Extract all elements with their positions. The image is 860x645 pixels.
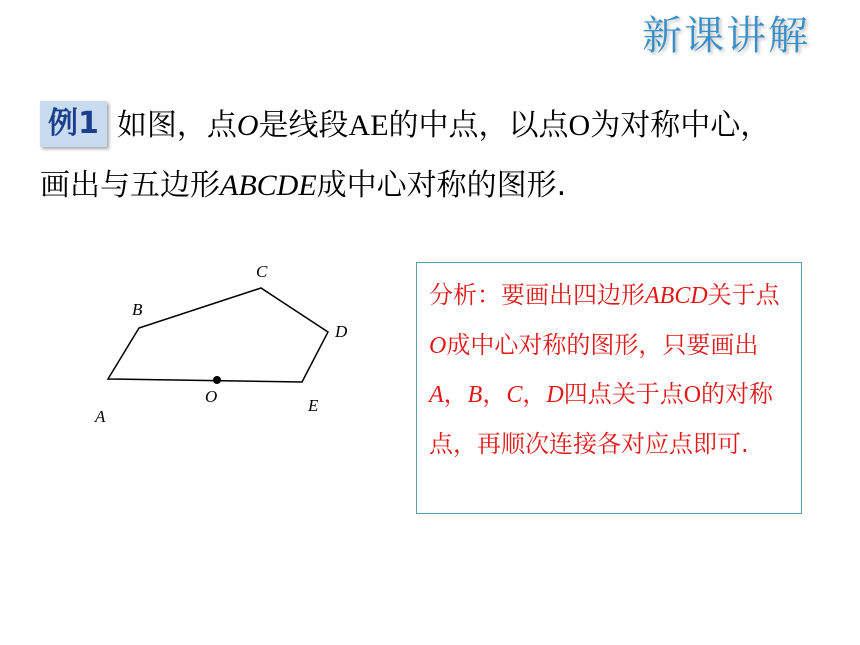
problem-text-2: 是线段 [258, 108, 349, 143]
analysis-text-5: 的对称点，再顺次连接各对应点即可. [429, 380, 774, 458]
problem-segment-ae: AE [348, 109, 389, 142]
label-o: O [205, 387, 218, 406]
pentagon-figure [80, 255, 380, 440]
analysis-quad-name: ABCD [645, 283, 708, 309]
problem-point-o: O [236, 109, 259, 142]
analysis-text-3: 成中心对称的图形，只要画出 [446, 330, 759, 359]
analysis-point-d: D [546, 382, 564, 408]
analysis-text-2: 关于点 [707, 281, 780, 309]
analysis-point-b: B [467, 382, 483, 408]
analysis-point-o2: O [683, 382, 702, 408]
analysis-sep-2: ， [482, 380, 507, 408]
analysis-point-a: A [429, 382, 444, 408]
example-badge: 例1 [40, 101, 107, 147]
analysis-sep-3: ， [522, 380, 547, 408]
label-b: B [132, 300, 143, 319]
problem-text-5: 成中心对称的图形. [316, 168, 567, 203]
midpoint-o [213, 376, 221, 384]
problem-text-4: 为对称中心，画出与五边形 [40, 108, 771, 203]
analysis-point-o: O [429, 332, 447, 359]
problem-pentagon-name: ABCDE [220, 169, 317, 202]
header-title: 新课讲解 [642, 13, 810, 59]
label-c: C [256, 262, 268, 281]
analysis-text-4: 四点关于点 [563, 380, 684, 408]
problem-text-3: 的中点，以点 [388, 108, 569, 143]
label-d: D [335, 322, 348, 341]
label-a: A [95, 407, 106, 426]
analysis-sep-1: ， [443, 380, 468, 408]
label-e: E [308, 396, 319, 415]
analysis-point-c: C [506, 382, 523, 408]
analysis-box [416, 262, 802, 514]
problem-point-o2: O [568, 109, 591, 142]
analysis-text-1: 分析：要画出四边形 [429, 281, 645, 309]
problem-text-1: 如图，点 [116, 108, 237, 143]
problem-statement [40, 96, 800, 216]
